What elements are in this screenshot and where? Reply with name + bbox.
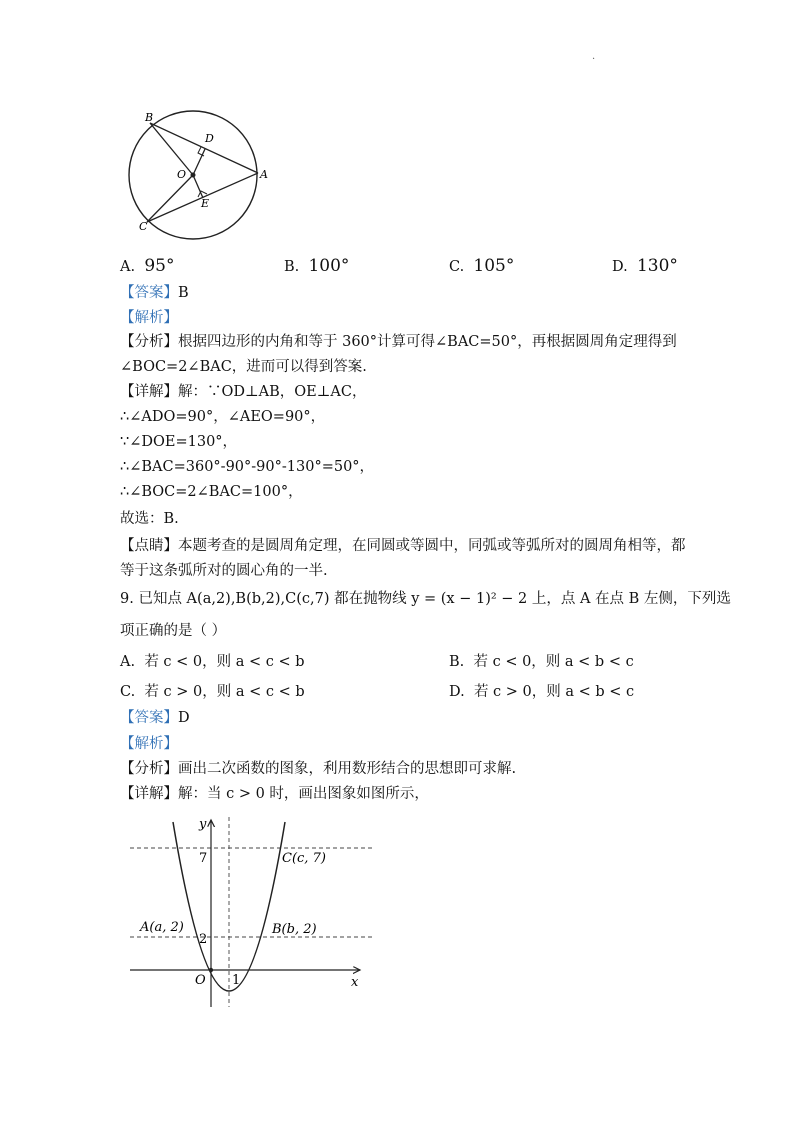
label-o: O bbox=[177, 168, 187, 181]
q9-option-c: C. 若 c > 0，则 a < c < b bbox=[120, 684, 305, 700]
segment-od bbox=[193, 149, 205, 175]
analysis-tag: 【解析】 bbox=[120, 310, 178, 326]
q9-stem-line1: 9. 已知点 A(a,2),B(b,2),C(c,7) 都在抛物线 y = (x − 1)² − 2 上，点 A 在点 B 左侧，下列选 bbox=[120, 591, 731, 607]
q8-choose: 故选：B. bbox=[120, 511, 179, 527]
segment-oe bbox=[193, 175, 203, 198]
q9-answer: 【答案】D bbox=[120, 710, 190, 726]
q8-option-c: C. 105° bbox=[449, 256, 515, 276]
q8-fenxi-line1: 【分析】根据四边形的内角和等于 360°计算可得∠BAC=50°，再根据圆周角定理得到 bbox=[120, 334, 677, 350]
label-a: A bbox=[260, 168, 268, 181]
label-point-b: B(b, 2) bbox=[272, 922, 317, 937]
label-one: 1 bbox=[232, 973, 241, 988]
circle-figure bbox=[125, 105, 275, 245]
center-point bbox=[191, 173, 196, 178]
segment-oc bbox=[147, 175, 193, 222]
q8-answer: 【答案】B bbox=[120, 285, 189, 301]
q9-fenxi: 【分析】画出二次函数的图象，利用数形结合的思想即可求解. bbox=[120, 761, 517, 777]
label-b: B bbox=[145, 111, 154, 124]
q8-step4: ∴∠BOC=2∠BAC=100°， bbox=[120, 484, 303, 500]
q9-analysis bbox=[120, 734, 178, 754]
q8-option-b: B. 100° bbox=[284, 256, 350, 276]
segment-ob bbox=[150, 123, 193, 175]
q8-comment-line1: 【点睛】本题考查的是圆周角定理，在同圆或等圆中，同弧或等弧所对的圆周角相等，都 bbox=[120, 538, 686, 554]
q8-analysis bbox=[120, 308, 178, 328]
q9-option-b: B. 若 c < 0，则 a < b < c bbox=[449, 654, 634, 670]
answer-tag: 【答案】 bbox=[120, 285, 178, 301]
q8-step3: ∴∠BAC=360°-90°-90°-130°=50°， bbox=[120, 459, 375, 475]
q8-step1: ∴∠ADO=90°，∠AEO=90°， bbox=[120, 409, 326, 425]
label-d: D bbox=[205, 132, 214, 145]
label-seven: 7 bbox=[199, 851, 208, 866]
q9-option-d: D. 若 c > 0，则 a < b < c bbox=[449, 684, 635, 700]
q8-option-d: D. 130° bbox=[612, 256, 678, 276]
label-point-c: C(c, 7) bbox=[282, 851, 326, 866]
label-x: x bbox=[351, 975, 359, 990]
analysis-tag: 【解析】 bbox=[120, 736, 178, 752]
q9-stem-line2: 项正确的是（ ） bbox=[120, 623, 227, 639]
label-two: 2 bbox=[199, 932, 208, 947]
q8-fenxi-line2: ∠BOC=2∠BAC，进而可以得到答案. bbox=[120, 359, 367, 375]
q9-option-a: A. 若 c < 0，则 a < c < b bbox=[120, 654, 305, 670]
q8-option-a: A. 95° bbox=[120, 256, 175, 276]
label-origin: O bbox=[195, 973, 206, 988]
q8-comment-line2: 等于这条弧所对的圆心角的一半. bbox=[120, 563, 328, 579]
parabola-figure bbox=[125, 812, 375, 1012]
header-mark: · bbox=[592, 54, 596, 65]
q8-detail-line1: 【详解】解：∵OD⊥AB，OE⊥AC， bbox=[120, 384, 367, 400]
origin-point bbox=[209, 968, 213, 972]
label-y: y bbox=[199, 817, 207, 832]
answer-tag: 【答案】 bbox=[120, 710, 178, 726]
chord-ab bbox=[150, 123, 258, 173]
q8-step2: ∵∠DOE=130°， bbox=[120, 434, 238, 450]
label-c: C bbox=[139, 220, 148, 233]
q9-detail: 【详解】解：当 c > 0 时，画出图象如图所示， bbox=[120, 786, 429, 802]
label-e: E bbox=[201, 197, 210, 210]
label-point-a: A(a, 2) bbox=[140, 920, 184, 935]
